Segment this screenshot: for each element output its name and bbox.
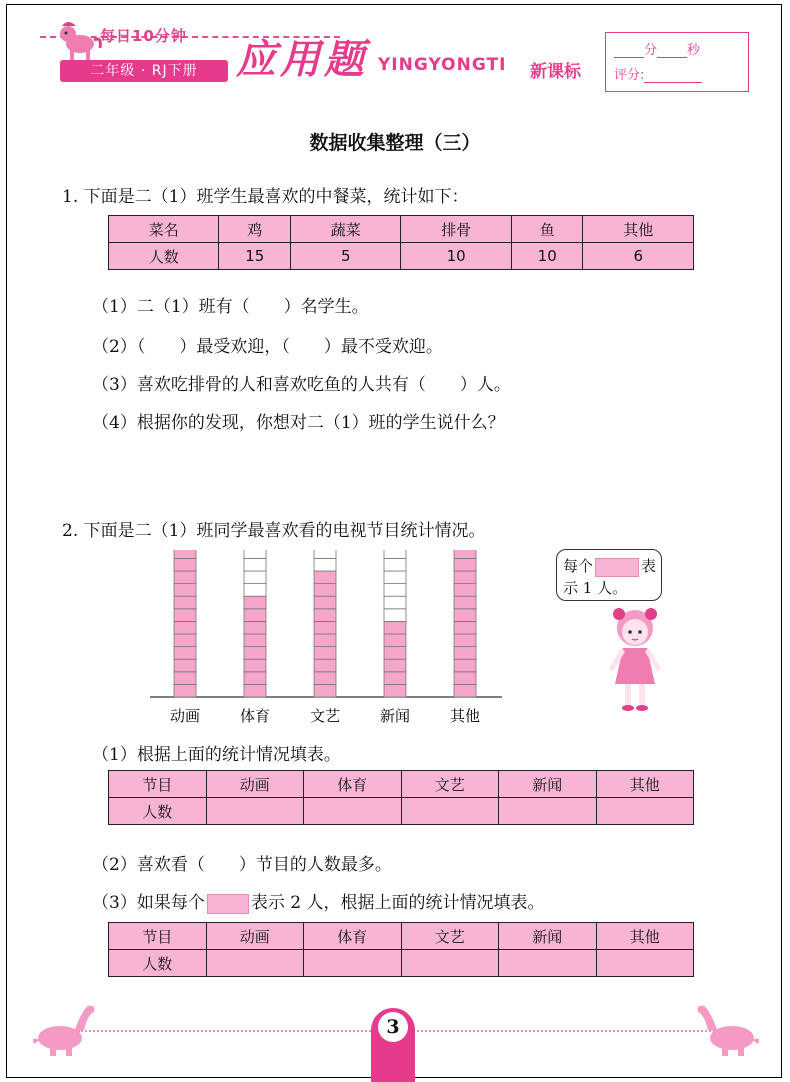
- table-row: [109, 243, 694, 270]
- bar-cell: [174, 609, 196, 622]
- q2-table-1: [108, 770, 694, 825]
- edition-label: 新课标: [530, 62, 581, 82]
- book-title-pinyin: YINGYONGTI: [378, 55, 507, 75]
- bar-cell: [314, 621, 336, 634]
- q2-sub-3-suffix: 表示 2 人，根据上面的统计情况填表。: [250, 893, 545, 913]
- bar-cell: [384, 621, 406, 634]
- table-cell: 节目: [109, 771, 207, 798]
- bar-cell: [384, 634, 406, 647]
- table-cell: 5: [291, 243, 401, 270]
- bar-cell: [174, 684, 196, 697]
- table-cell: 鱼: [511, 216, 583, 243]
- table-row: [109, 771, 694, 798]
- table-cell: 鸡: [219, 216, 291, 243]
- score-label: 评分:: [614, 68, 645, 83]
- legend-bubble: [556, 549, 662, 601]
- bar-cell: [454, 621, 476, 634]
- q2-sub-1: （1）根据上面的统计情况填表。: [92, 745, 341, 765]
- dinosaur-right-icon: [696, 996, 762, 1056]
- answer-cell[interactable]: [401, 950, 499, 977]
- bar-cell: [384, 647, 406, 660]
- table-cell: 排骨: [401, 216, 511, 243]
- bar-cell: [174, 634, 196, 647]
- q2-sub-3-prefix: （3）如果每个: [92, 893, 205, 913]
- category-label: 其他: [449, 707, 481, 725]
- q1-sub-3: （3）喜欢吃排骨的人和喜欢吃鱼的人共有（ ）人。: [92, 375, 511, 395]
- answer-cell[interactable]: [401, 798, 499, 825]
- bar-cell: [384, 596, 406, 609]
- table-cell: 15: [219, 243, 291, 270]
- bar-cell: [454, 558, 476, 571]
- unit-square: [207, 894, 249, 914]
- bar-cell: [244, 571, 266, 584]
- bar-cell: [174, 596, 196, 609]
- category-label: 动画: [169, 707, 201, 725]
- bar-体育: [244, 550, 266, 697]
- bar-cell: [314, 634, 336, 647]
- table-cell: 其他: [596, 923, 694, 950]
- answer-cell[interactable]: [304, 950, 402, 977]
- bar-cell: [454, 634, 476, 647]
- bar-cell: [454, 584, 476, 597]
- bar-cell: [244, 584, 266, 597]
- bar-cell: [454, 609, 476, 622]
- bar-新闻: [384, 550, 406, 697]
- girl-illustration-icon: [595, 600, 675, 715]
- bar-cell: [454, 647, 476, 660]
- bar-cell: [244, 647, 266, 660]
- bar-cell: [244, 672, 266, 685]
- bar-cell: [454, 659, 476, 672]
- bar-cell: [384, 558, 406, 571]
- q1-sub-4: （4）根据你的发现，你想对二（1）班的学生说什么？: [92, 413, 505, 433]
- bar-cell: [314, 558, 336, 571]
- tv-program-chart: [150, 550, 510, 730]
- category-label: 体育: [239, 707, 271, 725]
- bar-cell: [244, 558, 266, 571]
- bar-cell: [174, 672, 196, 685]
- table-cell: 人数: [109, 798, 207, 825]
- bar-cell: [314, 647, 336, 660]
- bar-cell: [174, 621, 196, 634]
- legend-line-2: 示 1 人。: [563, 579, 628, 597]
- bar-cell: [244, 659, 266, 672]
- bar-cell: [174, 659, 196, 672]
- legend-suffix: 表: [641, 557, 657, 575]
- seconds-blank[interactable]: [657, 45, 687, 58]
- q2-stem: 2. 下面是二（1）班同学最喜欢看的电视节目统计情况。: [62, 521, 486, 541]
- answer-cell[interactable]: [596, 798, 694, 825]
- answer-cell[interactable]: [206, 798, 304, 825]
- bar-cell: [174, 558, 196, 571]
- dinosaur-left-icon: [30, 1000, 100, 1056]
- seconds-label: 秒: [687, 43, 701, 58]
- table-row: [109, 216, 694, 243]
- bar-cell: [244, 609, 266, 622]
- book-title: 应用题: [236, 37, 368, 83]
- bar-cell: [314, 596, 336, 609]
- table-cell: 人数: [109, 950, 207, 977]
- bar-cell: [314, 659, 336, 672]
- bar-cell: [174, 647, 196, 660]
- table-cell: 10: [401, 243, 511, 270]
- bar-cell: [384, 659, 406, 672]
- table-row: [109, 950, 694, 977]
- bar-cell: [244, 684, 266, 697]
- bar-cell: [384, 584, 406, 597]
- table-cell: 其他: [583, 216, 694, 243]
- table-cell: 6: [583, 243, 694, 270]
- grade-badge: 二年级 · RJ下册: [60, 60, 228, 82]
- bar-cell: [314, 672, 336, 685]
- bar-cell: [314, 550, 336, 558]
- bar-cell: [384, 672, 406, 685]
- minutes-label: 分: [644, 43, 658, 58]
- table-row: [109, 798, 694, 825]
- bar-cell: [244, 621, 266, 634]
- answer-cell[interactable]: [304, 798, 402, 825]
- bar-cell: [454, 596, 476, 609]
- table-cell: 动画: [206, 923, 304, 950]
- pony-logo-icon: [56, 20, 102, 62]
- q1-table: [108, 215, 694, 270]
- bar-cell: [454, 550, 476, 558]
- section-title: 数据收集整理（三）: [309, 132, 481, 154]
- bar-cell: [384, 550, 406, 558]
- bar-其他: [454, 550, 476, 697]
- table-cell: 其他: [596, 771, 694, 798]
- answer-cell[interactable]: [596, 950, 694, 977]
- bar-cell: [244, 596, 266, 609]
- table-cell: 10: [511, 243, 583, 270]
- bar-cell: [244, 550, 266, 558]
- bar-cell: [384, 609, 406, 622]
- page-number: 3: [378, 1012, 408, 1042]
- q2-table-2: [108, 922, 694, 977]
- answer-cell[interactable]: [206, 950, 304, 977]
- legend-prefix: 每个: [563, 557, 594, 575]
- time-line: [614, 39, 700, 58]
- table-cell: 文艺: [401, 771, 499, 798]
- bar-cell: [174, 584, 196, 597]
- answer-cell[interactable]: [499, 798, 597, 825]
- bar-cell: [244, 634, 266, 647]
- category-label: 文艺: [309, 707, 341, 725]
- bar-动画: [174, 550, 196, 697]
- bar-cell: [314, 571, 336, 584]
- bar-cell: [454, 672, 476, 685]
- table-cell: 人数: [109, 243, 219, 270]
- page-frame: [6, 4, 782, 1078]
- score-blank[interactable]: [644, 70, 702, 83]
- table-row: [109, 923, 694, 950]
- q1-sub-1: （1）二（1）班有（ ）名学生。: [92, 297, 369, 317]
- table-cell: 蔬菜: [291, 216, 401, 243]
- table-cell: 动画: [206, 771, 304, 798]
- table-cell: 新闻: [499, 771, 597, 798]
- score-box: [605, 32, 749, 92]
- bar-cell: [314, 584, 336, 597]
- table-cell: 节目: [109, 923, 207, 950]
- bar-cell: [174, 571, 196, 584]
- bar-cell: [384, 684, 406, 697]
- minutes-blank[interactable]: [614, 45, 644, 58]
- bar-文艺: [314, 550, 336, 697]
- legend-square: [595, 558, 639, 577]
- table-cell: 文艺: [401, 923, 499, 950]
- bar-cell: [454, 571, 476, 584]
- bar-cell: [314, 609, 336, 622]
- table-cell: 新闻: [499, 923, 597, 950]
- legend-line-1: [563, 555, 656, 577]
- bar-cell: [174, 550, 196, 558]
- q2-sub-3: [92, 888, 544, 914]
- category-label: 新闻: [379, 707, 411, 725]
- answer-cell[interactable]: [499, 950, 597, 977]
- table-cell: 菜名: [109, 216, 219, 243]
- score-line: [614, 64, 702, 83]
- bar-cell: [314, 684, 336, 697]
- q1-stem: 1. 下面是二（1）班学生最喜欢的中餐菜，统计如下：: [62, 187, 469, 207]
- bar-cell: [454, 684, 476, 697]
- bar-cell: [384, 571, 406, 584]
- table-cell: 体育: [304, 771, 402, 798]
- table-cell: 体育: [304, 923, 402, 950]
- q1-sub-2: （2）（ ）最受欢迎，（ ）最不受欢迎。: [92, 337, 443, 357]
- q2-sub-2: （2）喜欢看（ ）节目的人数最多。: [92, 855, 392, 875]
- daily-tag: 每日10分钟: [100, 27, 187, 45]
